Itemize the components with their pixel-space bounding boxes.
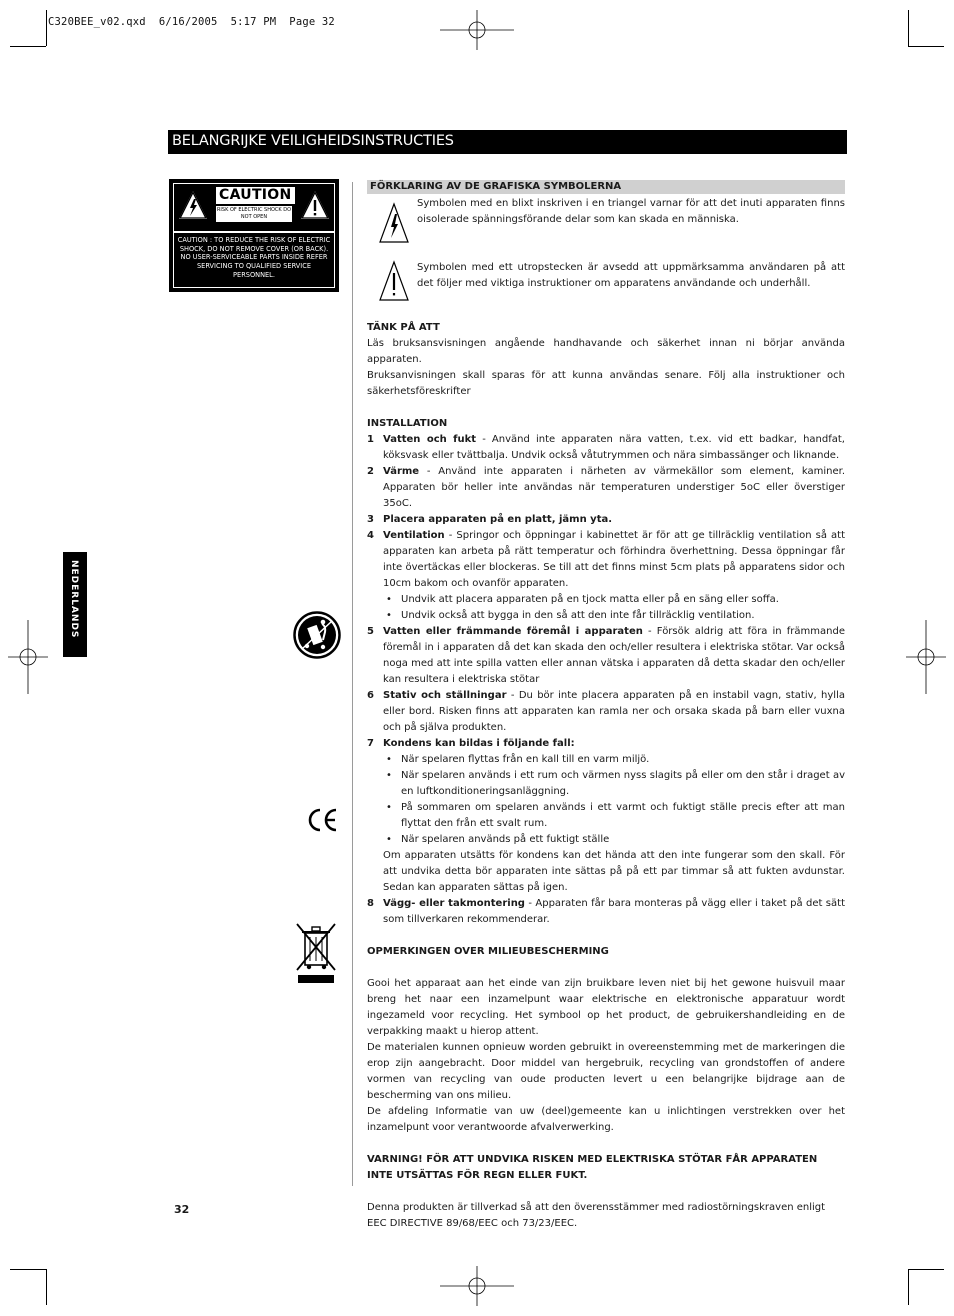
item-text: - Försök aldrig att föra in främmande föremål in i apparaten då det kan skada den och/eller resultera i elektriska stötar. Var också noga med att inte spilla vatten eller annan vätska i apparaten då detta skadar den och/eller kan resultera i elektriska stötar — [383, 626, 845, 685]
exclamation-symbol-text: Symbolen med ett utropstecken är avsedd att uppmärksamma användaren på att det följer med viktiga instruktioner om apparatens användande och underhåll. — [417, 262, 845, 289]
caution-label — [169, 179, 339, 292]
exclamation-symbol-row — [367, 260, 845, 310]
item-title: Placera apparaten på en platt, jämn yta. — [383, 514, 613, 525]
list-item: • När spelaren används på ett fuktigt ställe — [367, 832, 845, 848]
crop-mark — [908, 1269, 909, 1305]
exclamation-warning-icon — [299, 189, 331, 221]
installation-item — [367, 624, 845, 688]
item-title: Vatten eller främmande föremål i apparaten — [383, 626, 643, 637]
condensation-note: Om apparaten utsätts för kondens kan det hända att den inte fungerar som den skall. För att undvika detta bör apparaten inte sättas på på ett par timmar så att fukten avdunstar. Sedan kan apparaten sättas på igen. — [383, 850, 845, 893]
crop-mark — [10, 46, 46, 47]
remember-heading: TÄNK PÅ ATT — [367, 322, 440, 333]
item-title: Stativ och ställningar — [383, 690, 507, 701]
caution-divider — [173, 231, 335, 233]
list-item: • Undvik att placera apparaten på en tjock matta eller på en säng eller soffa. — [367, 592, 845, 608]
caution-subtext: RISK OF ELECTRIC SHOCK DO NOT OPEN — [216, 207, 292, 220]
registration-mark-icon — [440, 10, 514, 50]
crop-mark — [908, 1269, 944, 1270]
installation-item — [367, 464, 845, 512]
item-text: - Använd inte apparaten i närheten av värmekällor som element, kaminer. Apparaten bör heller inte användas när temperaturen understiger 5oC eller överstiger 35oC. — [383, 466, 845, 509]
item-number: 1 — [367, 434, 374, 445]
installation-heading: INSTALLATION — [367, 418, 448, 429]
installation-item — [367, 528, 845, 592]
environment-paragraph: Gooi het apparaat aan het einde van zijn bruikbare leven niet bij het gewone huisvuil maar breng het naar een inzamelpunt waar elektrische en elektronische apparatuur wordt ingezameld voor recycling. Het symbool op het product, de gebruikershandleiding en de verpakking maakt u hierop attent. — [367, 978, 845, 1037]
item-number: 2 — [367, 466, 374, 477]
remember-text-2: Bruksanvisningen skall sparas för att kunna användas senare. Följ alla instruktioner och säkerhetsföreskrifter — [367, 370, 845, 397]
crop-mark — [908, 46, 944, 47]
crop-mark — [908, 10, 909, 46]
lightning-symbol-text: Symbolen med en blixt inskriven i en triangel varnar för att det inuti apparaten finns oisolerade spänningsförande delar som kan skada en människa. — [417, 198, 845, 225]
environment-paragraph: De materialen kunnen opnieuw worden gebruikt in overeenstemming met de markeringen die erop zijn aangebracht. Door middel van hergebruik, recycling van grondstoffen of andere vormen van recycling van oude producten levert u een belangrijke bijdrage aan de bescherming van ons milieu. — [367, 1042, 845, 1101]
list-item: • Undvik också att bygga in den så att den inte får tillräcklig ventilation. — [367, 608, 845, 624]
item-number: 4 — [367, 530, 374, 541]
installation-item — [367, 512, 845, 528]
remember-text-1: Läs bruksansvisningen angående handhavande och säkerhet innan ni börjar använda apparaten. — [367, 338, 845, 365]
lightning-triangle-icon — [378, 202, 410, 246]
crop-mark — [10, 1269, 46, 1270]
warning-heading: VARNING! FÖR ATT UNDVIKA RISKEN MED ELEKTRISKA STÖTAR FÅR APPARATEN INTE UTSÄTTAS FÖR REGN ELLER FUKT. — [367, 1154, 818, 1181]
cart-tipover-warning-icon — [293, 611, 341, 659]
installation-item — [367, 896, 845, 928]
item-number: 5 — [367, 626, 374, 637]
item-text: - Springor och öppningar i kabinettet är för att ge tillräcklig ventilation så att apparaten kan arbeta på rätt temperatur och förhindra överhettning. Dessa öppningar får inte övertäckas eller blockeras. Se till att det finns minst 5cm plats på apparatens sidor och 10cm bakom och ovanför apparaten. — [383, 530, 845, 589]
page-number: 32 — [174, 1203, 190, 1216]
warning-directive: EEC DIRECTIVE 89/68/EEC och 73/23/EEC. — [367, 1218, 578, 1229]
environment-paragraph: De afdeling Informatie van uw (deel)gemeente kan u inlichtingen verstrekken over het inzamelpunt voor verantwoorde afvalverwerking. — [367, 1106, 845, 1133]
registration-mark-icon — [440, 1266, 514, 1306]
item-text: - Använd inte apparaten nära vatten, t.ex. vid ett badkar, handfat, köksvask eller tvättbalja. Undvik också våtutrymmen och nära simbassänger och liknande. — [383, 434, 845, 461]
item-text: - Du bör inte placera apparaten på en instabil vagn, stativ, hylla eller bord. Risken finns att apparaten kan ramla ner och orsaka skada på barn eller vuxna och på själva produkten. — [383, 690, 845, 733]
item-number: 8 — [367, 898, 374, 909]
ce-mark-icon — [307, 807, 339, 833]
registration-mark-icon — [906, 620, 946, 694]
caution-word: CAUTION — [216, 187, 295, 204]
lightning-warning-icon — [177, 189, 209, 221]
list-item: • När spelaren används i ett rum och värmen nyss slagits på eller om den står i draget av en luftkonditioneringsanläggning. — [367, 768, 845, 800]
symbols-heading: FÖRKLARING AV DE GRAFISKA SYMBOLERNA — [367, 180, 845, 194]
installation-item — [367, 688, 845, 736]
item-text: - Apparaten får bara monteras på vägg eller i taket på det sätt som tillverkaren rekommenderar. — [383, 898, 845, 925]
section-title-bar — [168, 130, 847, 154]
language-tab — [63, 552, 87, 657]
item-title: Vägg- eller takmontering — [383, 898, 525, 909]
crop-mark — [46, 10, 47, 46]
file-slug: C320BEE_v02.qxd 6/16/2005 5:17 PM Page 32 — [48, 16, 335, 28]
item-title: Kondens kan bildas i följande fall: — [383, 738, 575, 749]
item-title: Ventilation — [383, 530, 445, 541]
item-title: Värme — [383, 466, 420, 477]
installation-item — [367, 432, 845, 464]
caution-text: CAUTION : TO REDUCE THE RISK OF ELECTRIC SHOCK, DO NOT REMOVE COVER (OR BACK). NO USER-SERVICEABLE PARTS INSIDE REFER SERVICING TO QUALIFIED SERVICE PERSONNEL. — [177, 236, 331, 279]
exclamation-triangle-icon — [378, 260, 410, 304]
environment-heading: OPMERKINGEN OVER MILIEUBESCHERMING — [367, 946, 609, 957]
main-content — [367, 180, 845, 1232]
page-title: BELANGRIJKE VEILIGHEIDSINSTRUCTIES — [172, 133, 454, 149]
crossed-out-bin-icon — [295, 922, 337, 984]
item-number: 6 — [367, 690, 374, 701]
item-number: 7 — [367, 738, 374, 749]
crop-mark — [46, 1269, 47, 1305]
installation-item — [367, 736, 845, 752]
column-divider — [352, 182, 353, 1186]
lightning-symbol-row — [367, 196, 845, 246]
language-tab-label: NEDERLANDS — [69, 560, 79, 639]
warning-text: Denna produkten är tillverkad så att den överensstämmer med radiostörningskraven enligt — [367, 1202, 826, 1213]
registration-mark-icon — [8, 620, 48, 694]
item-title: Vatten och fukt — [383, 434, 477, 445]
list-item: • På sommaren om spelaren används i ett varmt och fuktigt ställe precis efter att man flyttat den från ett svalt rum. — [367, 800, 845, 832]
item-number: 3 — [367, 514, 374, 525]
list-item: • När spelaren flyttas från en kall till en varm miljö. — [367, 752, 845, 768]
